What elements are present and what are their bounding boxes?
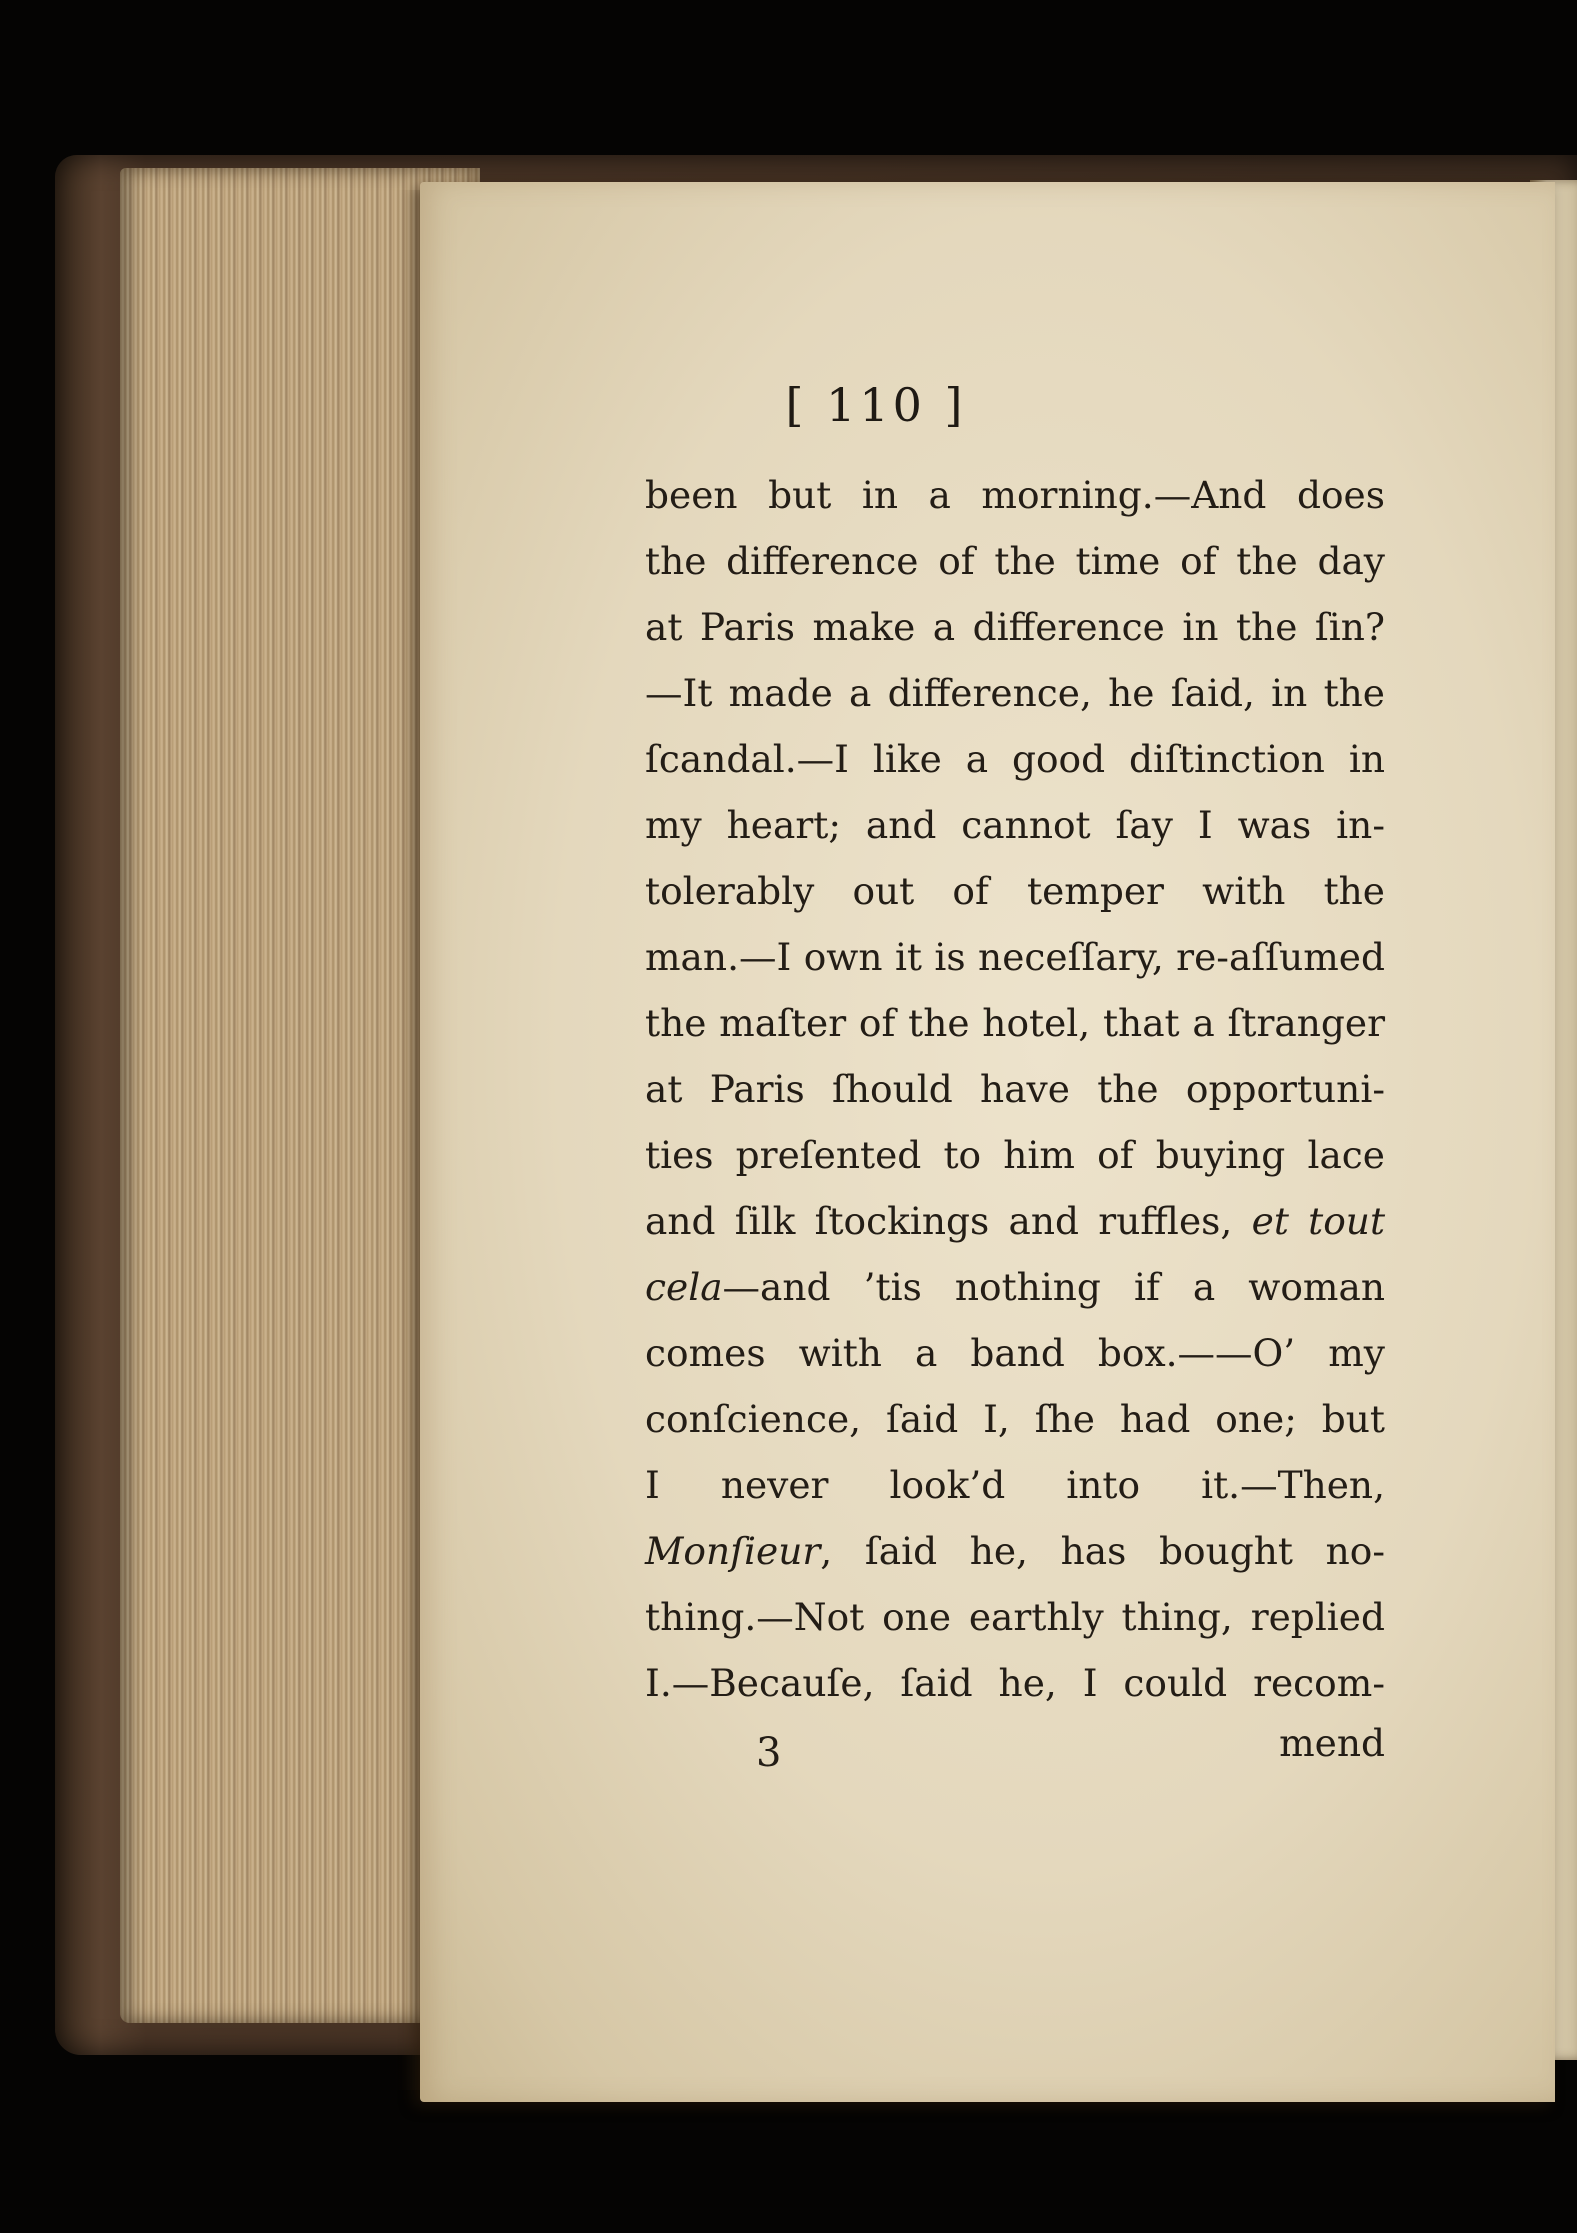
text-italic: cela xyxy=(645,1265,723,1309)
signature-mark: 3 xyxy=(756,1730,782,1776)
text-line xyxy=(645,1254,1385,1320)
text-line: conſcience, ſaid I, ſhe had one; but xyxy=(645,1397,1385,1441)
text-line: comes with a band box.——O’ my xyxy=(645,1331,1385,1375)
text-line: been but in a morning.—And does xyxy=(645,473,1385,517)
text-roman: —and ’tis nothing if a woman xyxy=(722,1265,1385,1309)
text-line: ties preſented to him of buying lace xyxy=(645,1133,1385,1177)
text-line: man.—I own it is neceſſary, re-aſſumed xyxy=(645,935,1385,979)
text-roman: , ſaid he, has bought no- xyxy=(820,1529,1385,1573)
text-line: I never look’d into it.—Then, xyxy=(645,1463,1385,1507)
text-roman: and ſilk ſtockings and ruffles, xyxy=(645,1199,1233,1243)
running-head: [ 110 ] xyxy=(785,378,967,432)
text-line xyxy=(645,1188,1385,1254)
text-italic: et tout xyxy=(1251,1199,1386,1243)
catchword: mend xyxy=(1279,1721,1385,1765)
text-line: at Paris ſhould have the opportuni- xyxy=(645,1067,1385,1111)
text-line: ſcandal.—I like a good diſtinction in xyxy=(645,737,1385,781)
text-line xyxy=(645,1518,1385,1584)
text-line: tolerably out of temper with the xyxy=(645,869,1385,913)
text-line: thing.—Not one earthly thing, replied xyxy=(645,1595,1385,1639)
text-line: my heart; and cannot ſay I was in- xyxy=(645,803,1385,847)
body-text xyxy=(645,462,1385,1776)
text-line: —It made a difference, he ſaid, in the xyxy=(645,671,1385,715)
text-italic: Monſieur xyxy=(645,1529,821,1573)
text-line: I.—Becauſe, ſaid he, I could recom- xyxy=(645,1661,1385,1705)
text-line: the difference of the time of the day xyxy=(645,539,1385,583)
text-line: the maſter of the hotel, that a ſtranger xyxy=(645,1001,1385,1045)
text-line: at Paris make a difference in the ſin? xyxy=(645,605,1385,649)
